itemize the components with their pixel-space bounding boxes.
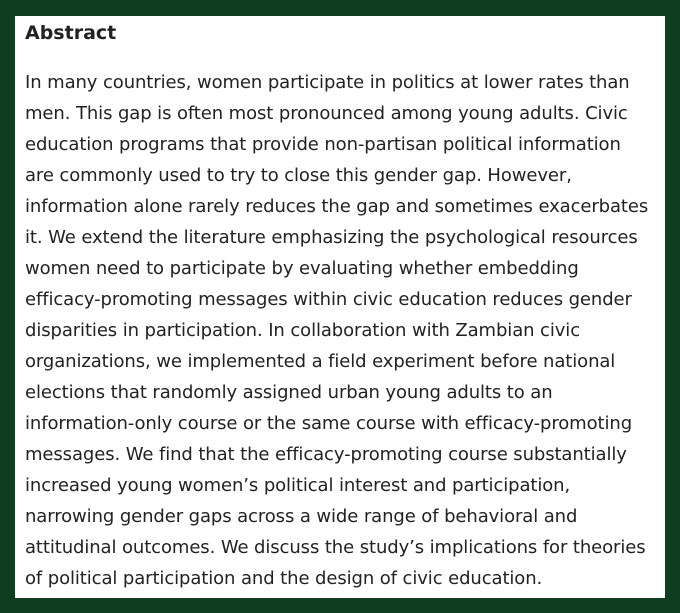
abstract-line: organizations, we implemented a field experiment before national [25, 351, 616, 372]
abstract-line: education programs that provide non-partisan political information [25, 134, 621, 155]
abstract-panel [15, 16, 665, 598]
abstract-body [25, 67, 665, 594]
abstract-line: attitudinal outcomes. We discuss the study’s implications for theories [25, 537, 646, 558]
abstract-line: elections that randomly assigned urban young adults to an [25, 382, 553, 403]
abstract-line: efficacy-promoting messages within civic education reduces gender [25, 289, 632, 310]
abstract-line: of political participation and the design of civic education. [25, 568, 543, 589]
abstract-line: information-only course or the same course with efficacy-promoting [25, 413, 633, 434]
abstract-line: men. This gap is often most pronounced among young adults. Civic [25, 103, 628, 124]
abstract-line: are commonly used to try to close this gender gap. However, [25, 165, 572, 186]
abstract-line: disparities in participation. In collaboration with Zambian civic [25, 320, 581, 341]
abstract-line: In many countries, women participate in politics at lower rates than [25, 72, 630, 93]
abstract-line: it. We extend the literature emphasizing the psychological resources [25, 227, 638, 248]
abstract-line: women need to participate by evaluating whether embedding [25, 258, 579, 279]
abstract-line: narrowing gender gaps across a wide range of behavioral and [25, 506, 578, 527]
abstract-heading: Abstract [25, 22, 117, 44]
abstract-line: information alone rarely reduces the gap and sometimes exacerbates [25, 196, 649, 217]
abstract-line: messages. We find that the efficacy-promoting course substantially [25, 444, 627, 465]
abstract-line: increased young women’s political interest and participation, [25, 475, 571, 496]
